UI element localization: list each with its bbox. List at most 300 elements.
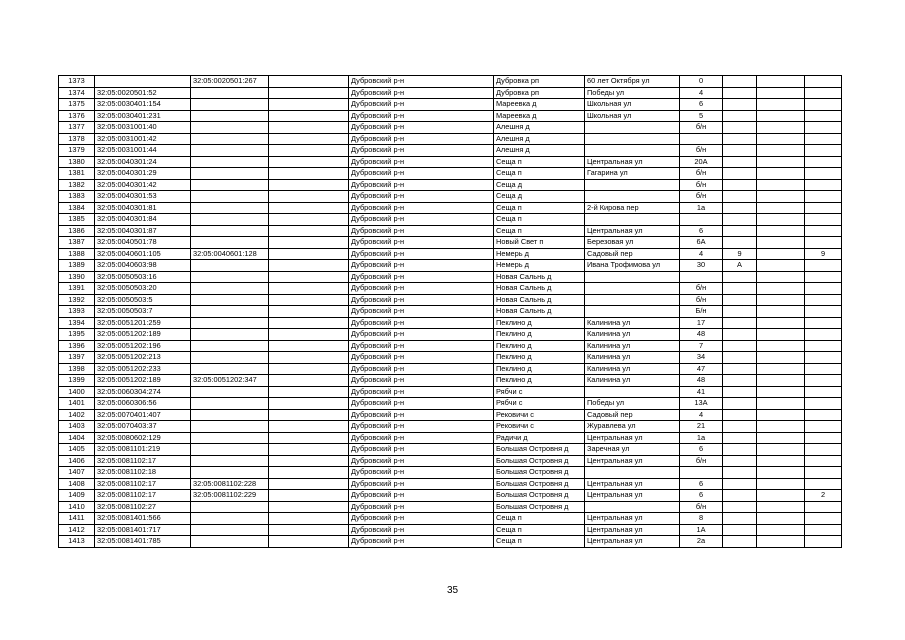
building-cell bbox=[757, 455, 805, 467]
district-cell: Дубровский р-н bbox=[349, 260, 494, 272]
building-cell bbox=[757, 133, 805, 145]
cadastral-number-cell: 32:05:0051202:213 bbox=[95, 352, 191, 364]
related-cadastral-number-cell: 32:05:0081102:228 bbox=[191, 478, 269, 490]
table-row bbox=[59, 352, 842, 364]
street-cell: Садовый пер bbox=[585, 409, 680, 421]
cadastral-number-cell: 32:05:0050503:16 bbox=[95, 271, 191, 283]
house-letter-cell bbox=[723, 524, 757, 536]
related-cadastral-number-cell bbox=[191, 156, 269, 168]
empty-cell bbox=[269, 398, 349, 410]
building-cell bbox=[757, 156, 805, 168]
related-cadastral-number-cell bbox=[191, 99, 269, 111]
district-cell: Дубровский р-н bbox=[349, 179, 494, 191]
house-number-cell: б/н bbox=[680, 179, 723, 191]
district-cell: Дубровский р-н bbox=[349, 421, 494, 433]
locality-cell: Сеща д bbox=[494, 179, 585, 191]
building-cell bbox=[757, 375, 805, 387]
street-cell: Журавлева ул bbox=[585, 421, 680, 433]
house-number-cell: 20А bbox=[680, 156, 723, 168]
house-number-cell: б/н bbox=[680, 501, 723, 513]
apartment-cell bbox=[805, 524, 842, 536]
locality-cell: Большая Островня д bbox=[494, 501, 585, 513]
locality-cell: Алешня д bbox=[494, 122, 585, 134]
related-cadastral-number-cell bbox=[191, 283, 269, 295]
house-letter-cell bbox=[723, 386, 757, 398]
house-number-cell: 30 bbox=[680, 260, 723, 272]
empty-cell bbox=[269, 455, 349, 467]
table-row bbox=[59, 191, 842, 203]
house-number-cell: 1А bbox=[680, 524, 723, 536]
empty-cell bbox=[269, 478, 349, 490]
house-letter-cell bbox=[723, 409, 757, 421]
empty-cell bbox=[269, 421, 349, 433]
house-letter-cell bbox=[723, 317, 757, 329]
locality-cell: Мареевка д bbox=[494, 99, 585, 111]
street-cell: Центральная ул bbox=[585, 478, 680, 490]
table-row bbox=[59, 122, 842, 134]
cadastral-number-cell: 32:05:0060306:56 bbox=[95, 398, 191, 410]
related-cadastral-number-cell bbox=[191, 409, 269, 421]
cadastral-number-cell: 32:05:0081401:785 bbox=[95, 536, 191, 548]
empty-cell bbox=[269, 202, 349, 214]
district-cell: Дубровский р-н bbox=[349, 478, 494, 490]
house-letter-cell bbox=[723, 283, 757, 295]
related-cadastral-number-cell: 32:05:0051202:347 bbox=[191, 375, 269, 387]
apartment-cell: 9 bbox=[805, 248, 842, 260]
row-number-cell: 1405 bbox=[59, 444, 95, 456]
cadastral-number-cell bbox=[95, 76, 191, 88]
table-row bbox=[59, 501, 842, 513]
locality-cell: Дубровка рп bbox=[494, 76, 585, 88]
street-cell: Центральная ул bbox=[585, 432, 680, 444]
table-row bbox=[59, 513, 842, 525]
building-cell bbox=[757, 260, 805, 272]
locality-cell: Радичи д bbox=[494, 432, 585, 444]
empty-cell bbox=[269, 306, 349, 318]
house-letter-cell bbox=[723, 432, 757, 444]
house-letter-cell bbox=[723, 110, 757, 122]
district-cell: Дубровский р-н bbox=[349, 363, 494, 375]
empty-cell bbox=[269, 513, 349, 525]
street-cell: Садовый пер bbox=[585, 248, 680, 260]
cadastral-number-cell: 32:05:0081401:566 bbox=[95, 513, 191, 525]
street-cell: Центральная ул bbox=[585, 536, 680, 548]
row-number-cell: 1382 bbox=[59, 179, 95, 191]
house-letter-cell bbox=[723, 294, 757, 306]
house-letter-cell bbox=[723, 99, 757, 111]
house-letter-cell bbox=[723, 214, 757, 226]
district-cell: Дубровский р-н bbox=[349, 501, 494, 513]
locality-cell: Алешня д bbox=[494, 145, 585, 157]
apartment-cell bbox=[805, 501, 842, 513]
locality-cell: Большая Островня д bbox=[494, 490, 585, 502]
street-cell: Победы ул bbox=[585, 398, 680, 410]
apartment-cell bbox=[805, 536, 842, 548]
building-cell bbox=[757, 398, 805, 410]
house-number-cell: 6 bbox=[680, 490, 723, 502]
table-row bbox=[59, 225, 842, 237]
house-letter-cell bbox=[723, 536, 757, 548]
related-cadastral-number-cell: 32:05:0040601:128 bbox=[191, 248, 269, 260]
house-letter-cell bbox=[723, 202, 757, 214]
table-row bbox=[59, 432, 842, 444]
row-number-cell: 1404 bbox=[59, 432, 95, 444]
row-number-cell: 1390 bbox=[59, 271, 95, 283]
house-number-cell: 13А bbox=[680, 398, 723, 410]
empty-cell bbox=[269, 271, 349, 283]
table-row bbox=[59, 524, 842, 536]
empty-cell bbox=[269, 317, 349, 329]
empty-cell bbox=[269, 467, 349, 479]
property-register-table bbox=[58, 75, 842, 548]
apartment-cell bbox=[805, 409, 842, 421]
apartment-cell bbox=[805, 352, 842, 364]
empty-cell bbox=[269, 214, 349, 226]
building-cell bbox=[757, 386, 805, 398]
district-cell: Дубровский р-н bbox=[349, 237, 494, 249]
house-letter-cell bbox=[723, 145, 757, 157]
related-cadastral-number-cell bbox=[191, 340, 269, 352]
apartment-cell bbox=[805, 375, 842, 387]
cadastral-number-cell: 32:05:0040501:78 bbox=[95, 237, 191, 249]
building-cell bbox=[757, 214, 805, 226]
cadastral-number-cell: 32:05:0081102:18 bbox=[95, 467, 191, 479]
row-number-cell: 1411 bbox=[59, 513, 95, 525]
empty-cell bbox=[269, 168, 349, 180]
empty-cell bbox=[269, 363, 349, 375]
empty-cell bbox=[269, 524, 349, 536]
apartment-cell bbox=[805, 214, 842, 226]
row-number-cell: 1403 bbox=[59, 421, 95, 433]
house-number-cell: 41 bbox=[680, 386, 723, 398]
street-cell bbox=[585, 501, 680, 513]
street-cell bbox=[585, 283, 680, 295]
district-cell: Дубровский р-н bbox=[349, 329, 494, 341]
table-row bbox=[59, 398, 842, 410]
table-row bbox=[59, 202, 842, 214]
locality-cell: Рековичи с bbox=[494, 409, 585, 421]
street-cell: Школьная ул bbox=[585, 99, 680, 111]
street-cell: Ивана Трофимова ул bbox=[585, 260, 680, 272]
row-number-cell: 1407 bbox=[59, 467, 95, 479]
cadastral-number-cell: 32:05:0040301:29 bbox=[95, 168, 191, 180]
building-cell bbox=[757, 271, 805, 283]
related-cadastral-number-cell bbox=[191, 386, 269, 398]
house-number-cell: 17 bbox=[680, 317, 723, 329]
building-cell bbox=[757, 501, 805, 513]
table-row bbox=[59, 317, 842, 329]
empty-cell bbox=[269, 501, 349, 513]
related-cadastral-number-cell bbox=[191, 294, 269, 306]
street-cell: Центральная ул bbox=[585, 455, 680, 467]
house-number-cell: 21 bbox=[680, 421, 723, 433]
empty-cell bbox=[269, 110, 349, 122]
cadastral-number-cell: 32:05:0050503:7 bbox=[95, 306, 191, 318]
street-cell: Центральная ул bbox=[585, 156, 680, 168]
row-number-cell: 1374 bbox=[59, 87, 95, 99]
row-number-cell: 1379 bbox=[59, 145, 95, 157]
building-cell bbox=[757, 168, 805, 180]
house-letter-cell bbox=[723, 225, 757, 237]
empty-cell bbox=[269, 156, 349, 168]
locality-cell: Пеклино д bbox=[494, 363, 585, 375]
house-number-cell: 1а bbox=[680, 202, 723, 214]
apartment-cell bbox=[805, 467, 842, 479]
street-cell: Гагарина ул bbox=[585, 168, 680, 180]
house-number-cell bbox=[680, 271, 723, 283]
district-cell: Дубровский р-н bbox=[349, 168, 494, 180]
row-number-cell: 1402 bbox=[59, 409, 95, 421]
empty-cell bbox=[269, 260, 349, 272]
building-cell bbox=[757, 248, 805, 260]
house-number-cell: 5 bbox=[680, 110, 723, 122]
locality-cell: Пеклино д bbox=[494, 375, 585, 387]
district-cell: Дубровский р-н bbox=[349, 122, 494, 134]
locality-cell: Рябчи с bbox=[494, 386, 585, 398]
district-cell: Дубровский р-н bbox=[349, 444, 494, 456]
row-number-cell: 1399 bbox=[59, 375, 95, 387]
empty-cell bbox=[269, 490, 349, 502]
row-number-cell: 1389 bbox=[59, 260, 95, 272]
district-cell: Дубровский р-н bbox=[349, 432, 494, 444]
row-number-cell: 1391 bbox=[59, 283, 95, 295]
empty-cell bbox=[269, 386, 349, 398]
building-cell bbox=[757, 283, 805, 295]
building-cell bbox=[757, 513, 805, 525]
district-cell: Дубровский р-н bbox=[349, 283, 494, 295]
house-letter-cell bbox=[723, 478, 757, 490]
district-cell: Дубровский р-н bbox=[349, 455, 494, 467]
house-letter-cell bbox=[723, 329, 757, 341]
cadastral-number-cell: 32:05:0020501:52 bbox=[95, 87, 191, 99]
related-cadastral-number-cell bbox=[191, 260, 269, 272]
house-letter-cell bbox=[723, 76, 757, 88]
house-letter-cell bbox=[723, 398, 757, 410]
row-number-cell: 1397 bbox=[59, 352, 95, 364]
apartment-cell bbox=[805, 237, 842, 249]
house-number-cell bbox=[680, 133, 723, 145]
district-cell: Дубровский р-н bbox=[349, 513, 494, 525]
house-letter-cell bbox=[723, 490, 757, 502]
table-row bbox=[59, 168, 842, 180]
street-cell bbox=[585, 306, 680, 318]
row-number-cell: 1393 bbox=[59, 306, 95, 318]
row-number-cell: 1406 bbox=[59, 455, 95, 467]
table-row bbox=[59, 99, 842, 111]
apartment-cell bbox=[805, 294, 842, 306]
apartment-cell bbox=[805, 283, 842, 295]
table-row bbox=[59, 467, 842, 479]
row-number-cell: 1388 bbox=[59, 248, 95, 260]
district-cell: Дубровский р-н bbox=[349, 294, 494, 306]
street-cell: Заречная ул bbox=[585, 444, 680, 456]
empty-cell bbox=[269, 133, 349, 145]
apartment-cell: 2 bbox=[805, 490, 842, 502]
related-cadastral-number-cell bbox=[191, 168, 269, 180]
cadastral-number-cell: 32:05:0040301:42 bbox=[95, 179, 191, 191]
locality-cell: Алешня д bbox=[494, 133, 585, 145]
apartment-cell bbox=[805, 168, 842, 180]
locality-cell: Немерь д bbox=[494, 248, 585, 260]
building-cell bbox=[757, 524, 805, 536]
locality-cell: Новая Сальнь д bbox=[494, 294, 585, 306]
related-cadastral-number-cell bbox=[191, 237, 269, 249]
building-cell bbox=[757, 179, 805, 191]
row-number-cell: 1412 bbox=[59, 524, 95, 536]
locality-cell: Сеща д bbox=[494, 191, 585, 203]
table-row bbox=[59, 386, 842, 398]
district-cell: Дубровский р-н bbox=[349, 99, 494, 111]
building-cell bbox=[757, 432, 805, 444]
house-letter-cell bbox=[723, 444, 757, 456]
locality-cell: Новая Сальнь д bbox=[494, 306, 585, 318]
house-letter-cell bbox=[723, 467, 757, 479]
district-cell: Дубровский р-н bbox=[349, 225, 494, 237]
empty-cell bbox=[269, 191, 349, 203]
apartment-cell bbox=[805, 306, 842, 318]
related-cadastral-number-cell bbox=[191, 317, 269, 329]
table-row bbox=[59, 329, 842, 341]
house-letter-cell bbox=[723, 455, 757, 467]
table-row bbox=[59, 340, 842, 352]
district-cell: Дубровский р-н bbox=[349, 409, 494, 421]
related-cadastral-number-cell bbox=[191, 455, 269, 467]
related-cadastral-number-cell bbox=[191, 122, 269, 134]
table-row bbox=[59, 145, 842, 157]
empty-cell bbox=[269, 237, 349, 249]
related-cadastral-number-cell: 32:05:0020501:267 bbox=[191, 76, 269, 88]
related-cadastral-number-cell bbox=[191, 513, 269, 525]
locality-cell: Мареевка д bbox=[494, 110, 585, 122]
empty-cell bbox=[269, 248, 349, 260]
cadastral-number-cell: 32:05:0040301:87 bbox=[95, 225, 191, 237]
table-row bbox=[59, 156, 842, 168]
row-number-cell: 1383 bbox=[59, 191, 95, 203]
district-cell: Дубровский р-н bbox=[349, 490, 494, 502]
house-letter-cell bbox=[723, 306, 757, 318]
empty-cell bbox=[269, 145, 349, 157]
street-cell: Калинина ул bbox=[585, 340, 680, 352]
house-letter-cell bbox=[723, 133, 757, 145]
page-number: 35 bbox=[446, 585, 459, 596]
related-cadastral-number-cell bbox=[191, 179, 269, 191]
apartment-cell bbox=[805, 99, 842, 111]
apartment-cell bbox=[805, 317, 842, 329]
street-cell: Центральная ул bbox=[585, 490, 680, 502]
table-row bbox=[59, 409, 842, 421]
house-letter-cell bbox=[723, 375, 757, 387]
related-cadastral-number-cell bbox=[191, 444, 269, 456]
street-cell: Центральная ул bbox=[585, 513, 680, 525]
locality-cell: Пеклино д bbox=[494, 340, 585, 352]
row-number-cell: 1392 bbox=[59, 294, 95, 306]
street-cell: Калинина ул bbox=[585, 352, 680, 364]
row-number-cell: 1401 bbox=[59, 398, 95, 410]
related-cadastral-number-cell bbox=[191, 363, 269, 375]
table-row bbox=[59, 214, 842, 226]
street-cell: Центральная ул bbox=[585, 225, 680, 237]
apartment-cell bbox=[805, 455, 842, 467]
row-number-cell: 1413 bbox=[59, 536, 95, 548]
street-cell: Березовая ул bbox=[585, 237, 680, 249]
building-cell bbox=[757, 340, 805, 352]
apartment-cell bbox=[805, 191, 842, 203]
locality-cell: Пеклино д bbox=[494, 352, 585, 364]
locality-cell: Пеклино д bbox=[494, 317, 585, 329]
house-number-cell: 7 bbox=[680, 340, 723, 352]
house-number-cell: 6А bbox=[680, 237, 723, 249]
table-row bbox=[59, 363, 842, 375]
cadastral-number-cell: 32:05:0030401:154 bbox=[95, 99, 191, 111]
house-letter-cell bbox=[723, 352, 757, 364]
row-number-cell: 1377 bbox=[59, 122, 95, 134]
empty-cell bbox=[269, 99, 349, 111]
building-cell bbox=[757, 294, 805, 306]
house-number-cell: 6 bbox=[680, 478, 723, 490]
related-cadastral-number-cell bbox=[191, 306, 269, 318]
empty-cell bbox=[269, 179, 349, 191]
district-cell: Дубровский р-н bbox=[349, 398, 494, 410]
locality-cell: Сеща п bbox=[494, 214, 585, 226]
house-number-cell: 48 bbox=[680, 329, 723, 341]
apartment-cell bbox=[805, 87, 842, 99]
house-letter-cell bbox=[723, 87, 757, 99]
district-cell: Дубровский р-н bbox=[349, 110, 494, 122]
street-cell bbox=[585, 214, 680, 226]
street-cell bbox=[585, 145, 680, 157]
table-row bbox=[59, 444, 842, 456]
house-number-cell: 2а bbox=[680, 536, 723, 548]
apartment-cell bbox=[805, 398, 842, 410]
house-letter-cell bbox=[723, 156, 757, 168]
district-cell: Дубровский р-н bbox=[349, 340, 494, 352]
cadastral-number-cell: 32:05:0040301:81 bbox=[95, 202, 191, 214]
related-cadastral-number-cell bbox=[191, 398, 269, 410]
building-cell bbox=[757, 110, 805, 122]
building-cell bbox=[757, 421, 805, 433]
district-cell: Дубровский р-н bbox=[349, 145, 494, 157]
building-cell bbox=[757, 363, 805, 375]
row-number-cell: 1398 bbox=[59, 363, 95, 375]
house-letter-cell bbox=[723, 340, 757, 352]
building-cell bbox=[757, 122, 805, 134]
table-row bbox=[59, 76, 842, 88]
district-cell: Дубровский р-н bbox=[349, 87, 494, 99]
house-letter-cell bbox=[723, 179, 757, 191]
empty-cell bbox=[269, 444, 349, 456]
house-number-cell: б/н bbox=[680, 283, 723, 295]
row-number-cell: 1396 bbox=[59, 340, 95, 352]
table-row bbox=[59, 455, 842, 467]
street-cell bbox=[585, 122, 680, 134]
cadastral-number-cell: 32:05:0031001:44 bbox=[95, 145, 191, 157]
empty-cell bbox=[269, 294, 349, 306]
street-cell: 2-й Кирова пер bbox=[585, 202, 680, 214]
locality-cell: Сеща п bbox=[494, 225, 585, 237]
table-row bbox=[59, 87, 842, 99]
apartment-cell bbox=[805, 260, 842, 272]
house-number-cell: 4 bbox=[680, 248, 723, 260]
table-row bbox=[59, 179, 842, 191]
street-cell: Калинина ул bbox=[585, 329, 680, 341]
locality-cell: Новая Сальнь д bbox=[494, 271, 585, 283]
empty-cell bbox=[269, 225, 349, 237]
table-row bbox=[59, 421, 842, 433]
street-cell: Калинина ул bbox=[585, 363, 680, 375]
empty-cell bbox=[269, 283, 349, 295]
house-number-cell: 6 bbox=[680, 225, 723, 237]
cadastral-number-cell: 32:05:0030401:231 bbox=[95, 110, 191, 122]
